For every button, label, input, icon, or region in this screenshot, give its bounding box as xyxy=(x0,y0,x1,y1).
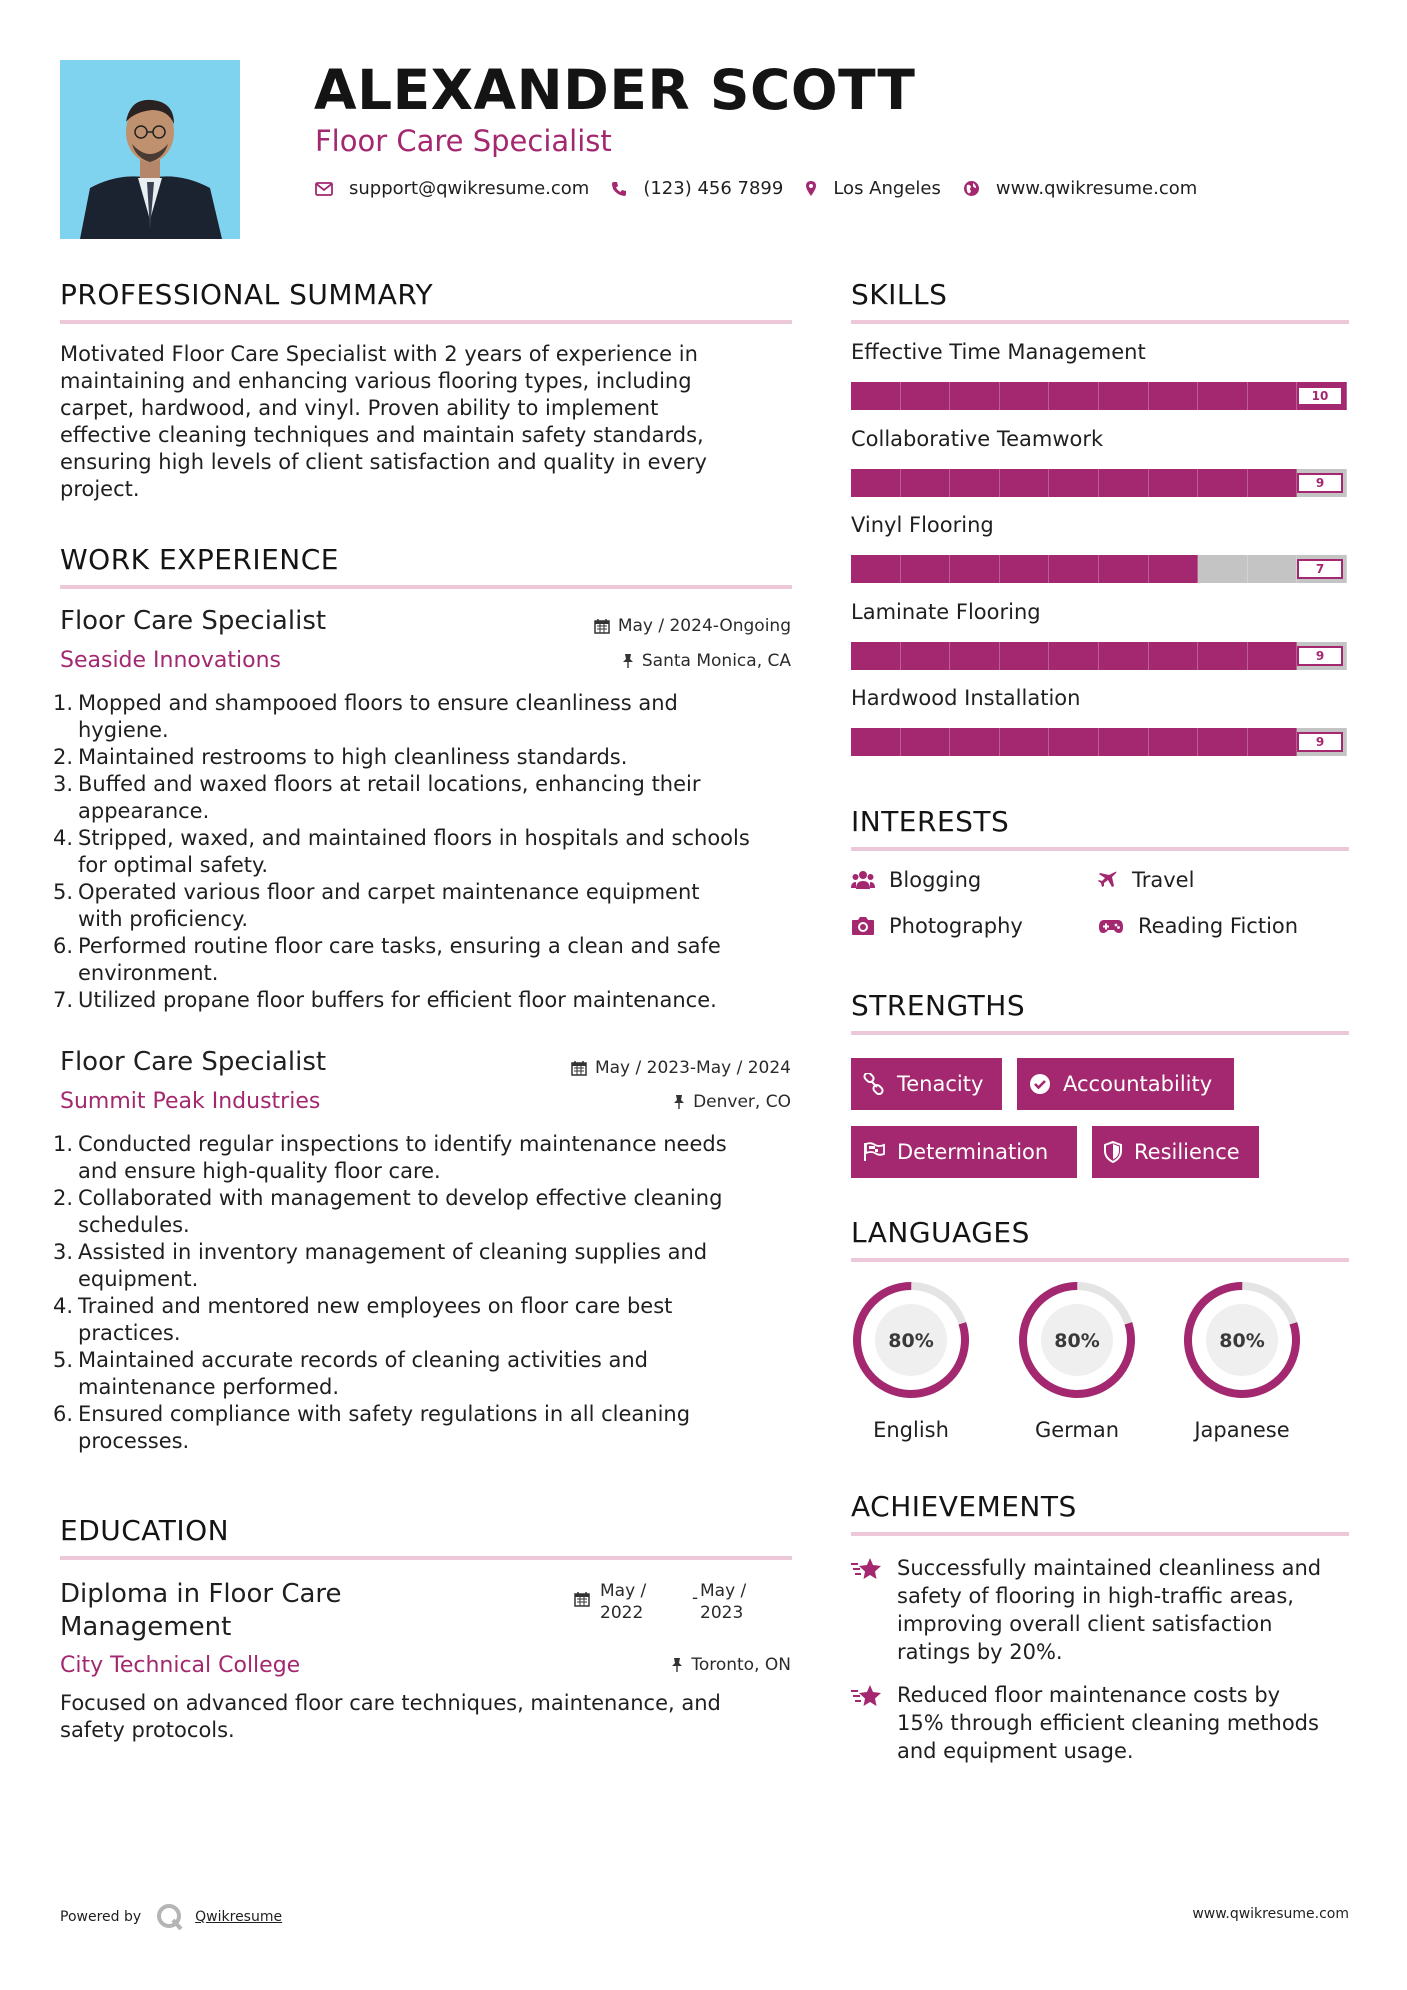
skill-bar-segment xyxy=(1099,382,1149,410)
job-dates xyxy=(571,1058,791,1078)
duty-item xyxy=(53,690,800,744)
skill-bar-segment xyxy=(1248,555,1298,583)
skill-name: Hardwood Installation xyxy=(851,686,1081,710)
duty-line: with proficiency. xyxy=(78,907,249,931)
interest-item xyxy=(1098,914,1298,938)
skill-bar-segment xyxy=(1049,642,1099,670)
duty-line: practices. xyxy=(78,1321,181,1345)
interests-divider xyxy=(851,847,1349,851)
job-location xyxy=(622,651,791,671)
contact-phone-text: (123) 456 7899 xyxy=(643,178,784,199)
education-start-month: May / xyxy=(600,1581,647,1601)
skill-bar-segment xyxy=(1149,728,1199,756)
skill-name: Laminate Flooring xyxy=(851,599,1041,624)
skill-bar-segment xyxy=(1099,469,1149,497)
achievement-item xyxy=(851,1681,1351,1765)
link-icon xyxy=(863,1073,885,1095)
job-location xyxy=(673,1092,791,1112)
achievement-line: safety of flooring in high-traffic areas, xyxy=(897,1584,1294,1608)
duty-number: 2. xyxy=(53,1186,74,1210)
achievements-divider xyxy=(851,1532,1349,1536)
pushpin-icon xyxy=(671,1657,683,1673)
skill-bar-segment xyxy=(901,642,951,670)
skill-bar-segment xyxy=(1248,642,1298,670)
skill-bar-segment xyxy=(901,728,951,756)
achievement-text xyxy=(897,1554,1321,1666)
language-percent: 80% xyxy=(1219,1330,1265,1352)
users-icon xyxy=(851,870,875,890)
skill-bar-segment xyxy=(950,728,1000,756)
duty-line: equipment. xyxy=(78,1267,199,1291)
skill-bar-segment xyxy=(1198,728,1248,756)
duty-line: schedules. xyxy=(78,1213,190,1237)
skill-score: 9 xyxy=(1297,473,1343,493)
achievement-line: and equipment usage. xyxy=(897,1739,1134,1763)
contact-website-text: www.qwikresume.com xyxy=(995,178,1198,199)
calendar-icon xyxy=(594,618,610,634)
contact-bar xyxy=(315,178,1219,199)
education-start-year: 2022 xyxy=(600,1603,644,1623)
summary-line: carpet, hardwood, and vinyl. Proven ability to implement xyxy=(60,396,659,420)
duty-item xyxy=(53,1131,800,1185)
duty-number: 3. xyxy=(53,772,74,796)
education-end-date xyxy=(700,1580,746,1624)
skill-bar-segment xyxy=(950,469,1000,497)
candidate-name: ALEXANDER SCOTT xyxy=(314,58,916,122)
skill-bar-segment xyxy=(1198,555,1248,583)
experience-divider xyxy=(60,585,792,589)
summary-line: Motivated Floor Care Specialist with 2 years of experience in xyxy=(60,342,698,366)
education-description-line: safety protocols. xyxy=(60,1718,235,1742)
interest-item xyxy=(1098,868,1194,892)
contact-email[interactable] xyxy=(315,178,589,199)
skill-bar xyxy=(851,728,1347,756)
company-name: Summit Peak Industries xyxy=(60,1089,321,1114)
duty-number: 4. xyxy=(53,1294,74,1318)
strength-tag xyxy=(851,1126,1077,1178)
duty-number: 5. xyxy=(53,880,74,904)
strength-tag xyxy=(1017,1058,1234,1110)
job-dates-text: May / 2024-Ongoing xyxy=(617,616,791,636)
strength-label: Resilience xyxy=(1134,1140,1240,1164)
language-progress-ring xyxy=(1017,1280,1137,1400)
strength-label: Determination xyxy=(897,1140,1049,1164)
skill-bar-segment xyxy=(1049,469,1099,497)
degree-title xyxy=(60,1578,480,1644)
job-duties-list xyxy=(53,690,800,1014)
summary-line: effective cleaning techniques and maintain safety standards, xyxy=(60,423,704,447)
skill-name: Effective Time Management xyxy=(851,340,1146,364)
education-location-text: Toronto, ON xyxy=(691,1655,791,1675)
duty-line: maintenance performed. xyxy=(78,1375,340,1399)
duty-item xyxy=(53,879,800,933)
languages-divider xyxy=(851,1258,1349,1262)
duty-number: 7. xyxy=(53,988,74,1012)
skill-bar-segment xyxy=(1049,555,1099,583)
language-name: English xyxy=(873,1418,949,1442)
footer-website[interactable]: www.qwikresume.com xyxy=(1192,1906,1349,1922)
achievement-line: improving overall client satisfaction xyxy=(897,1612,1273,1636)
skill-bar-segment xyxy=(950,555,1000,583)
language-name: German xyxy=(1034,1418,1120,1442)
summary-divider xyxy=(60,320,792,324)
skill-bar xyxy=(851,469,1347,497)
phone-icon xyxy=(611,181,627,197)
contact-website[interactable] xyxy=(963,178,1197,199)
skill-bar-segment xyxy=(1248,469,1298,497)
degree-title-line: Management xyxy=(60,1612,232,1642)
job-duties-list xyxy=(53,1131,800,1455)
duty-line: Conducted regular inspections to identify maintenance needs xyxy=(78,1132,727,1156)
skill-name: Vinyl Flooring xyxy=(851,513,994,537)
summary-line: project. xyxy=(60,477,140,501)
strength-label: Tenacity xyxy=(897,1072,984,1096)
skill-bar-segment xyxy=(1000,382,1050,410)
education-date-dash: - xyxy=(692,1588,699,1608)
duty-item xyxy=(53,987,800,1014)
map-pin-icon xyxy=(805,180,817,197)
star-icon xyxy=(851,1683,883,1709)
strength-tag xyxy=(851,1058,1002,1110)
language-item xyxy=(1017,1280,1137,1442)
interest-label: Travel xyxy=(1132,868,1195,892)
contact-location-text: Los Angeles xyxy=(833,178,941,199)
shield-icon xyxy=(1104,1141,1122,1163)
duty-line: Utilized propane floor buffers for efficient floor maintenance. xyxy=(78,988,717,1012)
skill-name: Collaborative Teamwork xyxy=(851,426,1104,451)
duty-line: processes. xyxy=(78,1429,190,1453)
job-location-text: Santa Monica, CA xyxy=(641,651,791,671)
footer-powered-by xyxy=(60,1902,282,1932)
education-heading: EDUCATION xyxy=(60,1514,230,1547)
interest-item xyxy=(851,868,981,892)
interest-label: Blogging xyxy=(889,868,982,892)
duty-item xyxy=(53,1347,800,1401)
duty-item xyxy=(53,771,800,825)
contact-location xyxy=(805,178,941,199)
interest-label: Reading Fiction xyxy=(1138,914,1299,938)
achievement-text xyxy=(897,1681,1319,1765)
duty-number: 5. xyxy=(53,1348,74,1372)
skill-score: 9 xyxy=(1297,732,1343,752)
achievement-line: ratings by 20%. xyxy=(897,1640,1063,1664)
job-dates-text: May / 2023-May / 2024 xyxy=(594,1058,791,1078)
education-end-month: May / xyxy=(700,1581,747,1601)
duty-item xyxy=(53,933,800,987)
camera-icon xyxy=(851,916,875,936)
duty-line: Assisted in inventory management of cleaning supplies and xyxy=(78,1240,708,1264)
duty-item xyxy=(53,1401,800,1455)
degree-title-line: Diploma in Floor Care xyxy=(60,1579,342,1609)
skill-bar xyxy=(851,642,1347,670)
achievement-line: Reduced floor maintenance costs by xyxy=(897,1683,1281,1707)
duty-line: Operated various floor and carpet maintenance equipment xyxy=(78,880,700,904)
interest-label: Photography xyxy=(889,914,1023,938)
duty-item xyxy=(53,744,800,771)
duty-item xyxy=(53,1239,800,1293)
skill-bar xyxy=(851,555,1347,583)
summary-text xyxy=(60,341,800,503)
skill-bar-segment xyxy=(950,642,1000,670)
experience-heading: WORK EXPERIENCE xyxy=(60,543,339,576)
qwikresume-link[interactable]: Qwikresume xyxy=(195,1909,283,1925)
skill-bar-segment xyxy=(851,555,901,583)
languages-heading: LANGUAGES xyxy=(851,1216,1030,1249)
gamepad-icon xyxy=(1098,917,1124,935)
duty-line: Performed routine floor care tasks, ensuring a clean and safe xyxy=(78,934,721,958)
skill-bar-segment xyxy=(1198,382,1248,410)
duty-line: Maintained restrooms to high cleanliness standards. xyxy=(78,745,628,769)
skill-bar-segment xyxy=(851,642,901,670)
skills-heading: SKILLS xyxy=(851,278,948,311)
education-end-year: 2023 xyxy=(700,1603,744,1623)
skill-score: 7 xyxy=(1297,559,1343,579)
job-location-text: Denver, CO xyxy=(693,1092,791,1112)
skill-bar-segment xyxy=(1099,642,1149,670)
skill-bar-segment xyxy=(851,382,901,410)
skill-bar xyxy=(851,382,1347,410)
skill-bar-segment xyxy=(851,728,901,756)
achievement-item xyxy=(851,1554,1351,1666)
interest-item xyxy=(851,914,1023,938)
star-icon xyxy=(851,1556,883,1582)
candidate-role: Floor Care Specialist xyxy=(315,124,612,158)
duty-line: hygiene. xyxy=(78,718,169,742)
achievement-line: Successfully maintained cleanliness and xyxy=(897,1556,1322,1580)
duty-item xyxy=(53,1293,800,1347)
duty-number: 1. xyxy=(53,1132,74,1156)
globe-icon xyxy=(963,180,980,197)
skill-bar-segment xyxy=(1049,382,1099,410)
duty-number: 2. xyxy=(53,745,74,769)
summary-heading: PROFESSIONAL SUMMARY xyxy=(60,278,434,311)
skill-bar-segment xyxy=(1049,728,1099,756)
contact-email-text: support@qwikresume.com xyxy=(349,178,590,199)
duty-line: Buffed and waxed floors at retail locations, enhancing their xyxy=(78,772,701,796)
duty-line: Maintained accurate records of cleaning activities and xyxy=(78,1348,649,1372)
duty-line: Trained and mentored new employees on floor care best xyxy=(78,1294,673,1318)
summary-line: maintaining and enhancing various flooring types, including xyxy=(60,369,692,393)
flag-icon xyxy=(863,1142,885,1162)
interests-heading: INTERESTS xyxy=(851,805,1010,838)
strength-tag xyxy=(1092,1126,1259,1178)
skill-bar-segment xyxy=(1149,642,1199,670)
duty-item xyxy=(53,825,800,879)
skill-bar-segment xyxy=(851,469,901,497)
language-percent: 80% xyxy=(1054,1330,1100,1352)
skill-bar-segment xyxy=(950,382,1000,410)
achievements-heading: ACHIEVEMENTS xyxy=(851,1490,1077,1523)
duty-number: 6. xyxy=(53,934,74,958)
skill-bar-segment xyxy=(1000,469,1050,497)
duty-line: appearance. xyxy=(78,799,210,823)
qwikresume-logo-icon xyxy=(155,1902,185,1932)
profile-photo xyxy=(60,60,240,239)
skill-bar-segment xyxy=(1198,642,1248,670)
pushpin-icon xyxy=(622,653,634,669)
education-description xyxy=(60,1690,800,1744)
language-item xyxy=(1182,1280,1302,1442)
duty-number: 3. xyxy=(53,1240,74,1264)
language-progress-ring xyxy=(1182,1280,1302,1400)
skill-bar-segment xyxy=(901,555,951,583)
achievement-line: 15% through efficient cleaning methods xyxy=(897,1711,1319,1735)
education-location xyxy=(671,1655,791,1675)
envelope-icon xyxy=(315,182,333,196)
job-title: Floor Care Specialist xyxy=(60,606,327,636)
language-percent: 80% xyxy=(888,1330,934,1352)
duty-number: 4. xyxy=(53,826,74,850)
skill-bar-segment xyxy=(1000,728,1050,756)
duty-number: 1. xyxy=(53,691,74,715)
duty-line: for optimal safety. xyxy=(78,853,269,877)
language-progress-ring xyxy=(851,1280,971,1400)
skill-bar-segment xyxy=(1099,728,1149,756)
duty-number: 6. xyxy=(53,1402,74,1426)
skill-bar-segment xyxy=(1000,642,1050,670)
strengths-heading: STRENGTHS xyxy=(851,989,1026,1022)
duty-line: environment. xyxy=(78,961,219,985)
education-divider xyxy=(60,1556,792,1560)
education-start-date xyxy=(600,1580,646,1624)
education-description-line: Focused on advanced floor care techniques, maintenance, and xyxy=(60,1691,721,1715)
powered-by-text: Powered by xyxy=(60,1909,142,1925)
check-circle-icon xyxy=(1029,1073,1051,1095)
duty-line: Mopped and shampooed floors to ensure cleanliness and xyxy=(78,691,678,715)
skill-bar-segment xyxy=(1198,469,1248,497)
skill-bar-segment xyxy=(1248,382,1298,410)
pushpin-icon xyxy=(673,1094,685,1110)
language-item xyxy=(851,1280,971,1442)
job-dates xyxy=(594,616,791,636)
summary-line: ensuring high levels of client satisfaction and quality in every xyxy=(60,450,707,474)
skill-bar-segment xyxy=(1149,382,1199,410)
company-name: Seaside Innovations xyxy=(60,648,281,673)
strengths-divider xyxy=(851,1031,1349,1035)
strength-label: Accountability xyxy=(1063,1072,1213,1096)
duty-line: Collaborated with management to develop effective cleaning xyxy=(78,1186,723,1210)
duty-line: Stripped, waxed, and maintained floors in hospitals and schools xyxy=(78,826,750,850)
skill-bar-segment xyxy=(1000,555,1050,583)
skills-divider xyxy=(851,320,1349,324)
duty-line: and ensure high-quality floor care. xyxy=(78,1159,441,1183)
duty-item xyxy=(53,1185,800,1239)
skill-bar-segment xyxy=(1149,555,1199,583)
skill-score: 10 xyxy=(1297,386,1343,406)
calendar-icon xyxy=(571,1060,587,1076)
skill-bar-segment xyxy=(901,382,951,410)
job-title: Floor Care Specialist xyxy=(60,1047,327,1077)
skill-bar-segment xyxy=(1149,469,1199,497)
calendar-icon xyxy=(574,1591,590,1607)
skill-bar-segment xyxy=(1248,728,1298,756)
education-dates xyxy=(574,1580,794,1630)
skill-bar-segment xyxy=(901,469,951,497)
plane-icon xyxy=(1098,870,1118,890)
contact-phone[interactable] xyxy=(611,178,783,199)
school-name: City Technical College xyxy=(60,1653,301,1678)
skill-bar-segment xyxy=(1099,555,1149,583)
skill-score: 9 xyxy=(1297,646,1343,666)
language-name: Japanese xyxy=(1194,1418,1290,1442)
duty-line: Ensured compliance with safety regulations in all cleaning xyxy=(78,1402,691,1426)
